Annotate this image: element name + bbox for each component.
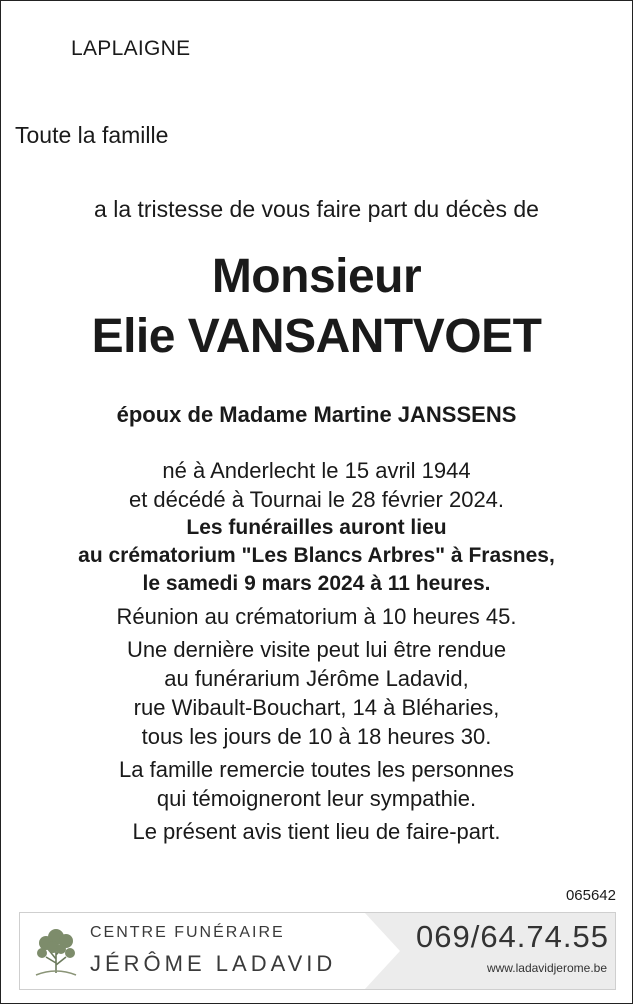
family-line: Toute la famille bbox=[15, 122, 169, 148]
notice-body bbox=[1, 456, 632, 846]
meeting-line: Réunion au crématorium à 10 heures 45. bbox=[116, 604, 517, 629]
thanks-line: qui témoigneront leur sympathie. bbox=[156, 786, 477, 811]
visit-line: tous les jours de 10 à 18 heures 30. bbox=[141, 724, 492, 749]
thanks-line: La famille remercie toutes les personnes bbox=[119, 757, 514, 782]
brand-line-2: JÉRÔME LADAVID bbox=[90, 951, 337, 976]
deceased-title: Monsieur bbox=[211, 250, 422, 303]
location-header: LAPLAIGNE bbox=[71, 37, 191, 60]
website-link[interactable]: www.ladavidjerome.be bbox=[486, 961, 607, 975]
notice-line: Le présent avis tient lieu de faire-part. bbox=[132, 819, 501, 844]
death-line: et décédé à Tournai le 28 février 2024. bbox=[128, 487, 505, 512]
funeral-line: le samedi 9 mars 2024 à 11 heures. bbox=[142, 572, 491, 595]
intro-line: a la tristesse de vous faire part du décès de bbox=[94, 196, 539, 222]
funeral-line: Les funérailles auront lieu bbox=[186, 516, 447, 539]
phone-number[interactable]: 069/64.74.55 bbox=[415, 919, 609, 954]
deceased-name: Elie VANSANTVOET bbox=[91, 310, 542, 363]
reference-number: 065642 bbox=[565, 887, 616, 904]
spouse-line: époux de Madame Martine JANSSENS bbox=[116, 402, 517, 427]
tree-icon bbox=[26, 921, 86, 981]
funeral-line: au crématorium "Les Blancs Arbres" à Frasnes, bbox=[78, 544, 555, 567]
birth-line: né à Anderlecht le 15 avril 1944 bbox=[162, 458, 471, 483]
funeral-home-banner bbox=[19, 912, 616, 990]
visit-line: au funérarium Jérôme Ladavid, bbox=[164, 666, 469, 691]
visit-line: rue Wibault-Bouchart, 14 à Bléharies, bbox=[133, 695, 500, 720]
visit-line: Une dernière visite peut lui être rendue bbox=[126, 637, 507, 662]
brand-line-1: CENTRE FUNÉRAIRE bbox=[90, 924, 285, 941]
